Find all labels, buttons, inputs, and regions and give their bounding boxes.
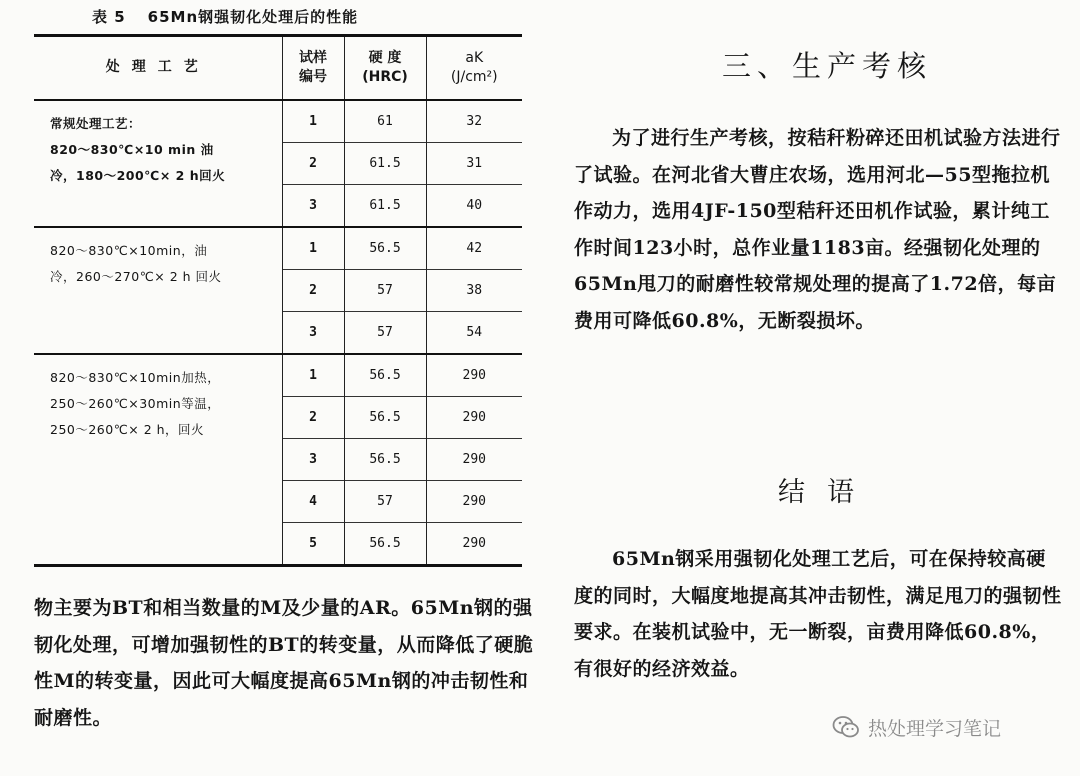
hardness-cell: 57	[344, 480, 426, 522]
table-caption-title: 65Mn钢强韧化处理后的性能	[147, 8, 359, 26]
left-paragraph: 物主要为BT和相当数量的M及少量的AR。65Mn钢的强韧化处理，可增加强韧性的BT的转变量，从而降低了硬脆性M的转变量，因此可大幅度提高65Mn钢的冲击韧性和耐磨性。	[34, 597, 534, 729]
process-cell: 820～830℃×10min，油 冷，260～270℃× 2 h 回火	[34, 227, 282, 354]
sample-no-cell: 1	[282, 100, 344, 143]
header-hardness: 硬 度 (HRC)	[344, 36, 426, 100]
sample-no-cell: 1	[282, 227, 344, 270]
process-cell: 常规处理工艺： 820～830℃×10 min 油 冷，180～200℃× 2 h回火	[34, 100, 282, 227]
ak-cell: 54	[426, 311, 522, 354]
header-process: 处理工艺	[34, 36, 282, 100]
table-row	[34, 227, 522, 270]
properties-table	[34, 34, 522, 567]
sample-no-cell: 3	[282, 184, 344, 227]
ak-cell: 290	[426, 480, 522, 522]
hardness-cell: 56.5	[344, 396, 426, 438]
sample-no-cell: 3	[282, 311, 344, 354]
ak-cell: 42	[426, 227, 522, 270]
table-caption-number: 表 5	[92, 8, 126, 26]
ak-cell: 38	[426, 269, 522, 311]
sample-no-cell: 5	[282, 522, 344, 565]
conclusion-paragraph: 65Mn钢采用强韧化处理工艺后，可在保持较高硬度的同时，大幅度地提高其冲击韧性，满足甩刀的强韧性要求。在装机试验中，无一断裂，亩费用降低60.8%，有很好的经济效益。	[574, 548, 1062, 680]
sample-no-cell: 1	[282, 354, 344, 397]
production-paragraph: 为了进行生产考核，按秸秆粉碎还田机试验方法进行了试验。在河北省大曹庄农场，选用河北—55型拖拉机作动力，选用4JF-150型秸秆还田机作试验，累计纯工作时间123小时，总作业量1183亩。经强韧化处理的65Mn甩刀的耐磨性较常规处理的提高了1.72倍，每亩费用可降低60.8%，无断裂损坏。	[574, 127, 1061, 332]
hardness-cell: 56.5	[344, 522, 426, 565]
process-cell: 820～830℃×10min加热， 250～260℃×30min等温， 250～260℃× 2 h，回火	[34, 354, 282, 566]
hardness-cell: 61.5	[344, 142, 426, 184]
section-heading-conclusion: 结语	[778, 477, 876, 508]
ak-cell: 31	[426, 142, 522, 184]
ak-cell: 40	[426, 184, 522, 227]
table-row	[34, 100, 522, 143]
header-sample-no: 试样 编号	[282, 36, 344, 100]
sample-no-cell: 2	[282, 396, 344, 438]
hardness-cell: 61.5	[344, 184, 426, 227]
ak-cell: 290	[426, 438, 522, 480]
table-body	[34, 100, 522, 566]
table-row	[34, 354, 522, 397]
sample-no-cell: 2	[282, 142, 344, 184]
table-header-row	[34, 36, 522, 100]
sample-no-cell: 3	[282, 438, 344, 480]
ak-cell: 290	[426, 354, 522, 397]
wechat-icon	[832, 715, 860, 739]
watermark-text: 热处理学习笔记	[868, 717, 1002, 740]
hardness-cell: 56.5	[344, 354, 426, 397]
hardness-cell: 61	[344, 100, 426, 143]
watermark	[832, 712, 1001, 742]
sample-no-cell: 4	[282, 480, 344, 522]
hardness-cell: 56.5	[344, 227, 426, 270]
hardness-cell: 57	[344, 311, 426, 354]
section-heading-production: 三、生产考核	[721, 49, 932, 83]
sample-no-cell: 2	[282, 269, 344, 311]
hardness-cell: 56.5	[344, 438, 426, 480]
table-container	[34, 34, 522, 567]
hardness-cell: 57	[344, 269, 426, 311]
ak-cell: 32	[426, 100, 522, 143]
ak-cell: 290	[426, 396, 522, 438]
ak-cell: 290	[426, 522, 522, 565]
table-caption	[92, 6, 492, 27]
header-ak: aK (J/cm²)	[426, 36, 522, 100]
